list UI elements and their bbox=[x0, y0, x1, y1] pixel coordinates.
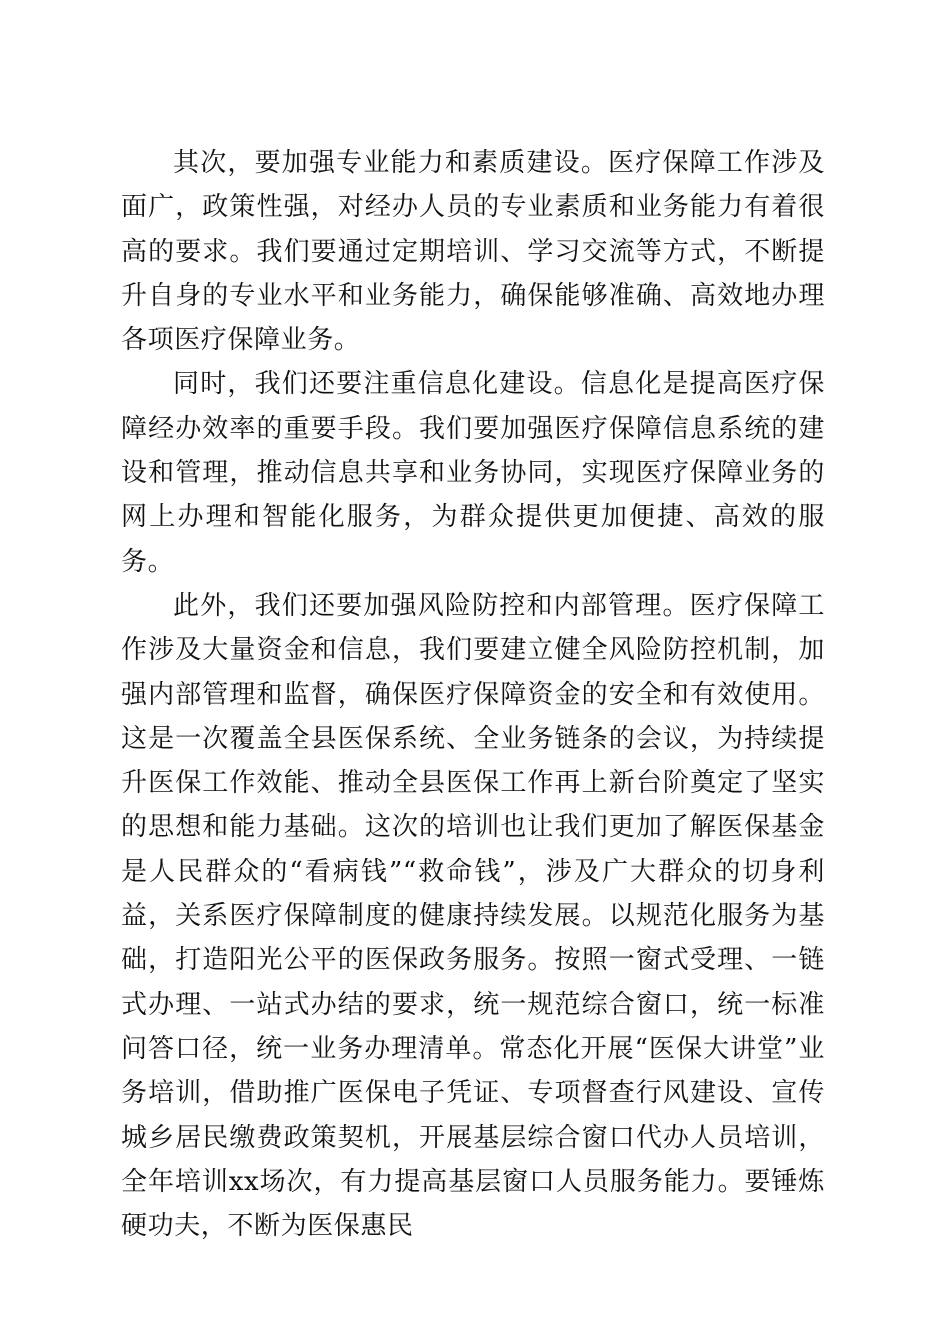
paragraph-professional-capacity: 其次，要加强专业能力和素质建设。医疗保障工作涉及面广，政策性强，对经办人员的专业素质和业务能力有着很高的要求。我们要通过定期培训、学习交流等方式，不断提升自身的专业水平和业务能力，确保能够准确、高效地办理各项医疗保障业务。 bbox=[121, 148, 825, 356]
paragraph-risk-control: 此外，我们还要加强风险防控和内部管理。医疗保障工作涉及大量资金和信息，我们要建立健全风险防控机制，加强内部管理和监督，确保医疗保障资金的安全和有效使用。这是一次覆盖全县医保系统、全业务链条的会议，为持续提升医保工作效能、推动全县医保工作再上新台阶奠定了坚实的思想和能力基础。这次的培训也让我们更加了解医保基金是人民群众的“看病钱”“救命钱”，涉及广大群众的切身利益，关系医疗保障制度的健康持续发展。以规范化服务为基础，打造阳光公平的医保政务服务。按照一窗式受理、一链式办理、一站式办结的要求，统一规范综合窗口，统一标准问答口径，统一业务办理清单。常态化开展“医保大讲堂”业务培训，借助推广医保电子凭证、专项督查行风建设、宣传城乡居民缴费政策契机，开展基层综合窗口代办人员培训，全年培训xx场次，有力提高基层窗口人员服务能力。要锤炼硬功夫，不断为医保惠民 bbox=[121, 590, 825, 1242]
document-body bbox=[121, 141, 825, 1248]
paragraph-informatization: 同时，我们还要注重信息化建设。信息化是提高医疗保障经办效率的重要手段。我们要加强医疗保障信息系统的建设和管理，推动信息共享和业务协同，实现医疗保障业务的网上办理和智能化服务，为群众提供更加便捷、高效的服务。 bbox=[121, 369, 825, 577]
